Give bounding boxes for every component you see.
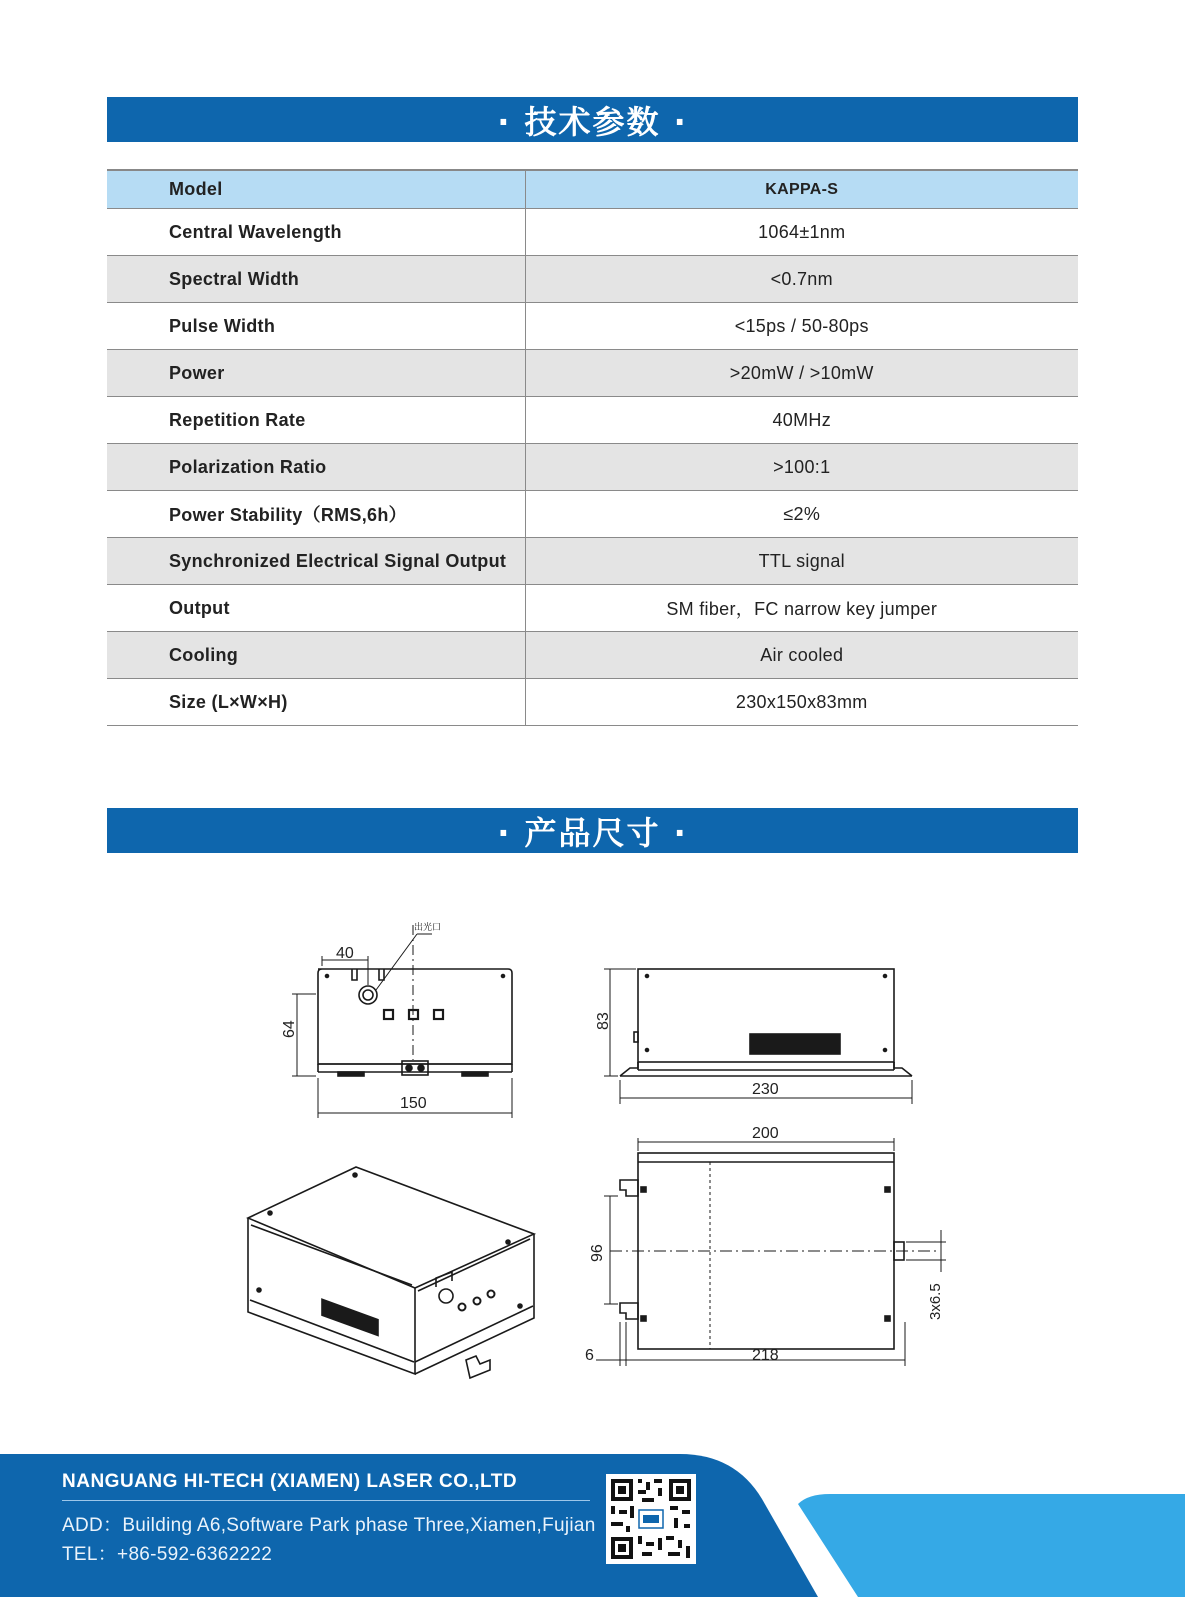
table-row [107,350,1078,397]
side-dim-height: 83 [595,1012,612,1030]
table-row [107,303,1078,350]
row-param: Spectral Width [107,256,525,303]
qr-code-icon [606,1474,696,1564]
row-param: Pulse Width [107,303,525,350]
header-value: KAPPA-S [525,170,1078,209]
dimensions-section-title: · 产品尺寸 · [497,813,688,852]
row-param: Central Wavelength [107,209,525,256]
row-param: Synchronized Electrical Signal Output [107,538,525,585]
row-param: Size (L×W×H) [107,679,525,726]
front-dim-side: 64 [281,1020,298,1038]
table-row [107,491,1078,538]
specs-section-title: · 技术参数 · [497,102,688,141]
row-param: Output [107,585,525,632]
top-dim-top: 200 [752,1125,779,1142]
row-value: >100:1 [525,444,1078,491]
table-row [107,632,1078,679]
row-value: <0.7nm [525,256,1078,303]
vent-icon [750,1034,840,1054]
footer-tel: TEL：+86-592-6362222 [62,1544,273,1565]
top-view-drawing [596,1138,946,1366]
row-param: Power [107,350,525,397]
row-value: 230x150x83mm [525,679,1078,726]
front-dim-bottom: 150 [400,1095,427,1112]
front-dim-top: 40 [336,945,354,962]
row-param: Polarization Ratio [107,444,525,491]
row-value: <15ps / 50-80ps [525,303,1078,350]
row-param: Power Stability（RMS,6h） [107,491,525,538]
table-row [107,585,1078,632]
table-row [107,256,1078,303]
row-value: SM fiber，FC narrow key jumper [525,585,1078,632]
table-row [107,209,1078,256]
front-view-drawing [292,925,512,1118]
specs-section-banner [107,97,1078,142]
row-value: TTL signal [525,538,1078,585]
front-callout: 出光口 [414,922,442,932]
dimension-drawings [0,870,1185,1430]
footer-company-name: NANGUANG HI-TECH (XIAMEN) LASER CO.,LTD [62,1471,518,1492]
top-dim-side: 96 [589,1244,606,1262]
table-row [107,444,1078,491]
isometric-view-drawing [248,1167,534,1378]
side-dim-length: 230 [752,1081,779,1098]
row-param: Cooling [107,632,525,679]
table-row [107,679,1078,726]
row-param: Repetition Rate [107,397,525,444]
spec-table [107,169,1078,726]
row-value: Air cooled [525,632,1078,679]
spec-table-header [107,170,1078,209]
row-value: 40MHz [525,397,1078,444]
footer-divider [62,1500,590,1501]
top-dim-offset: 6 [585,1347,594,1364]
header-param: Model [107,170,525,209]
footer-address: ADD：Building A6,Software Park phase Three,Xiamen,Fujian [62,1515,596,1536]
top-dim-bottom: 218 [752,1347,779,1364]
top-dim-holes: 3x6.5 [927,1283,944,1320]
table-row [107,397,1078,444]
row-value: ≤2% [525,491,1078,538]
row-value: 1064±1nm [525,209,1078,256]
table-row [107,538,1078,585]
row-value: >20mW / >10mW [525,350,1078,397]
dimensions-section-banner [107,808,1078,853]
